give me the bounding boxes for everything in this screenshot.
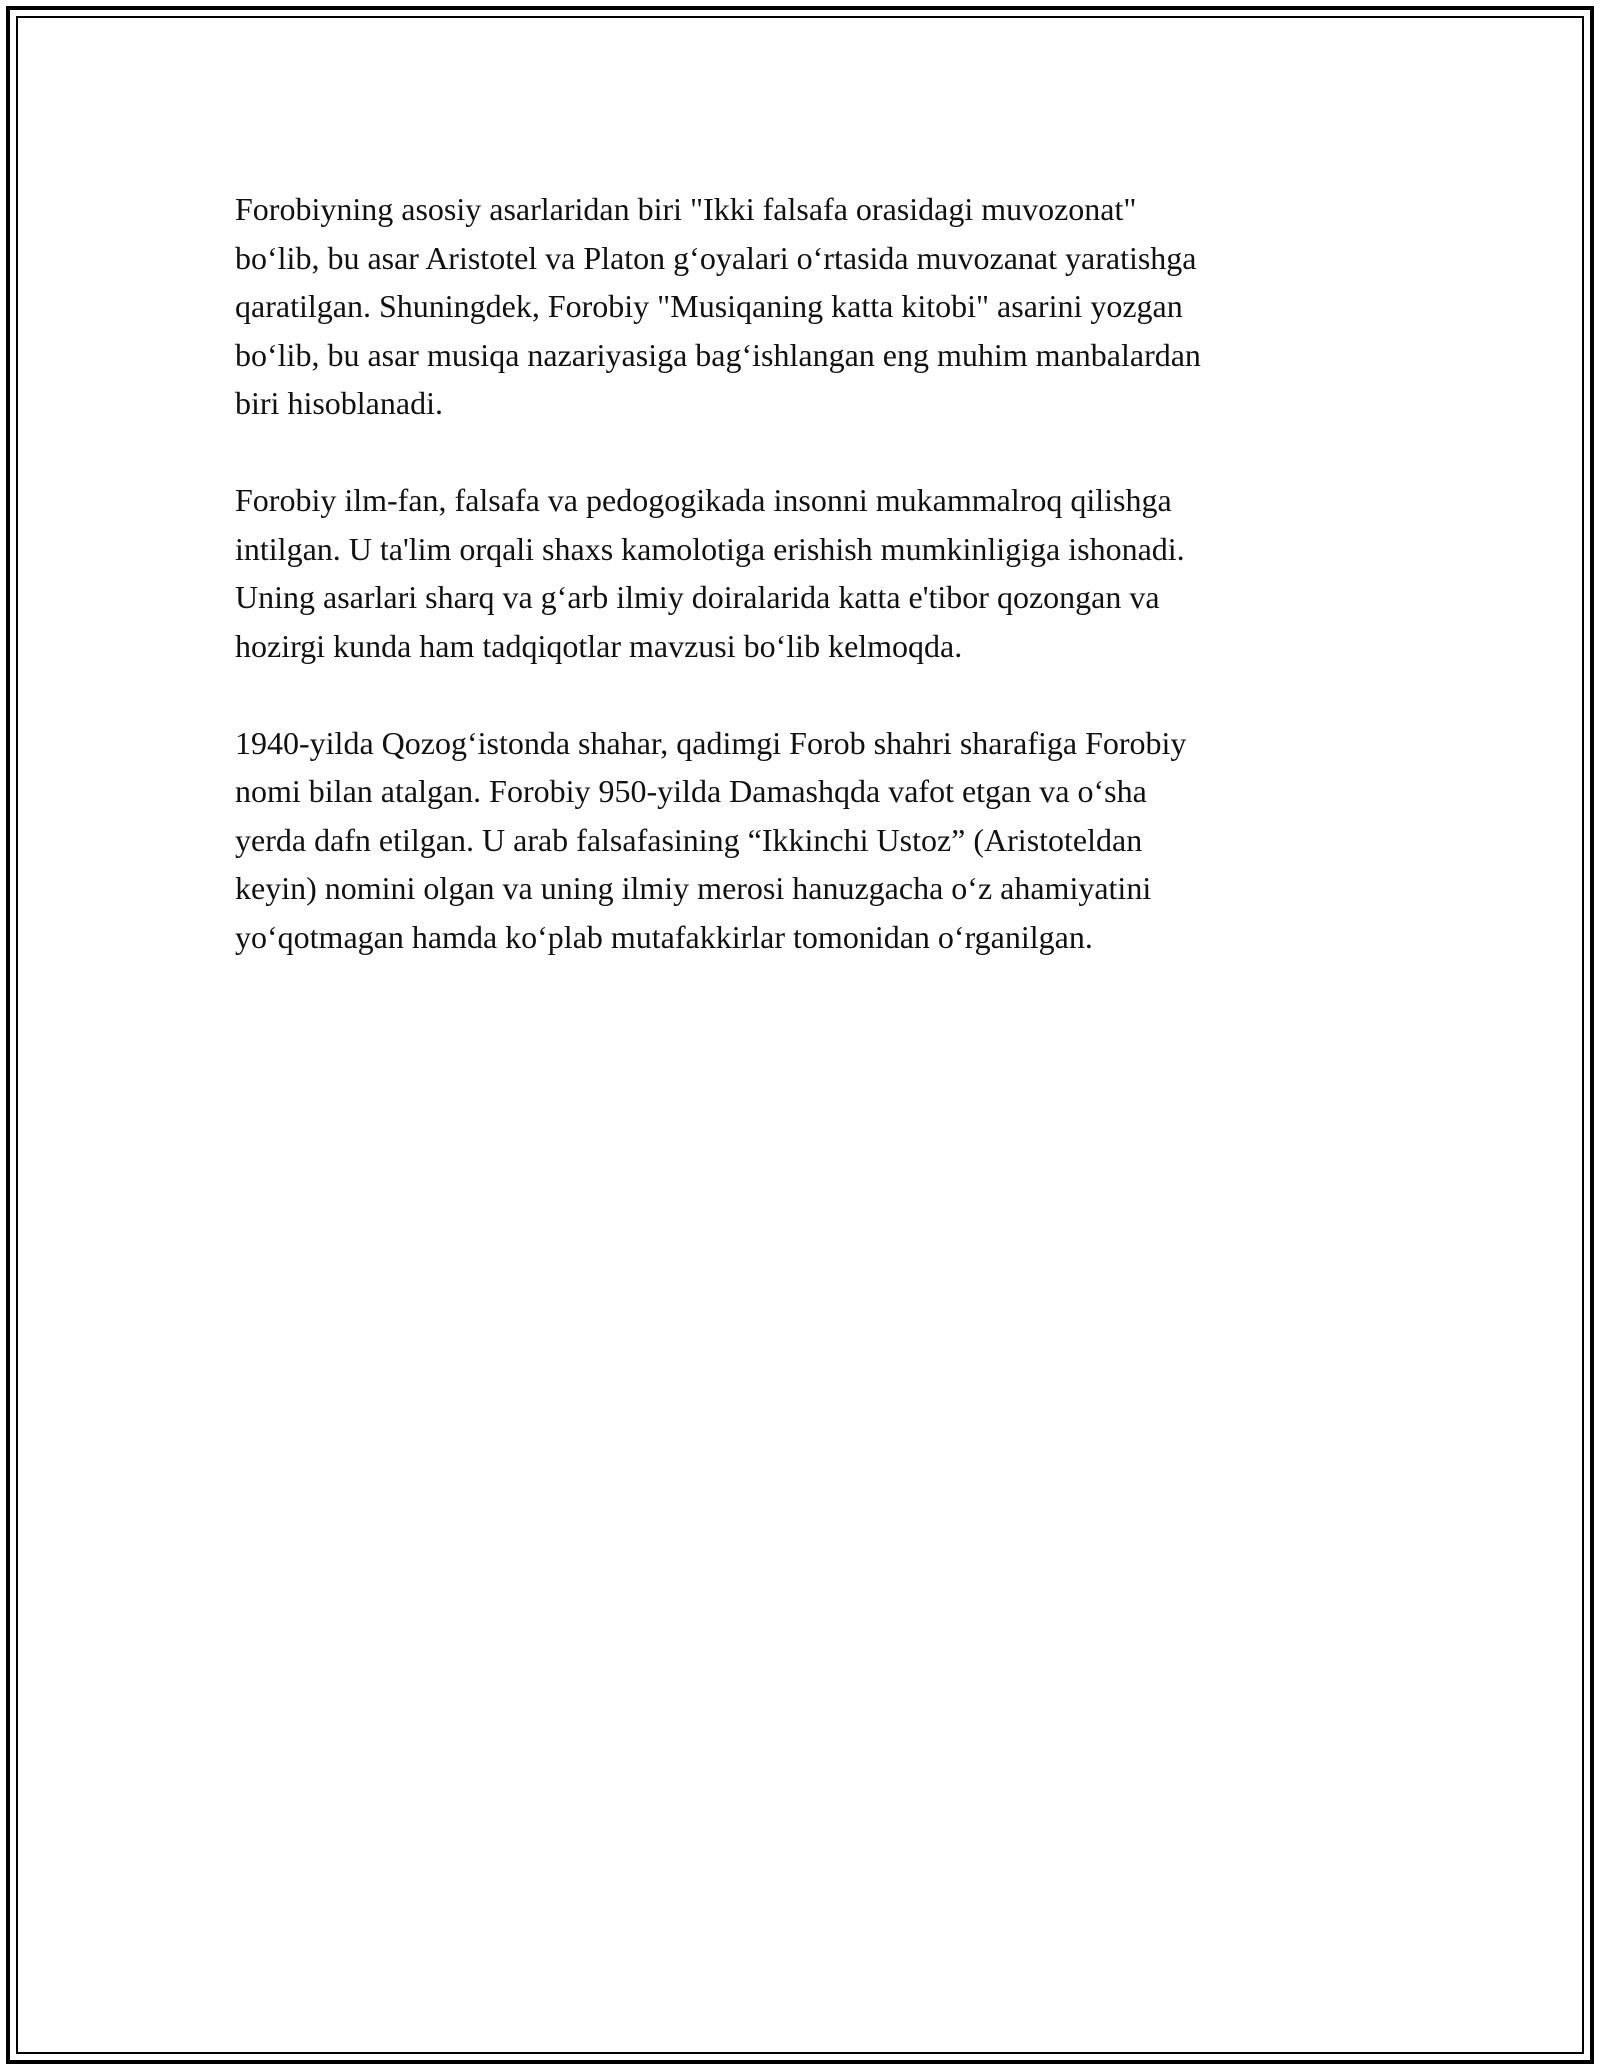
- paragraph-3: 1940-yilda Qozog‘istonda shahar, qadimgi Forob shahri sharafiga Forobiy nomi bilan atalgan. Forobiy 950-yilda Damashqda vafot etgan va o‘sha yerda dafn etilgan. U arab falsafasining “Ikkinchi Ustoz” (Aristoteldan keyin) nomini olgan va uning ilmiy merosi hanuzgacha o‘z ahamiyatini yo‘qotmagan hamda ko‘plab mutafakkirlar tomonidan o‘rganilgan.: [235, 724, 1187, 955]
- paragraph-2: Forobiy ilm-fan, falsafa va pedogogikada insonni mukammalroq qilishga intilgan. U ta'lim orqali shaxs kamolotiga erishish mumkinligiga ishonadi. Uning asarlari sharq va g‘arb ilmiy doiralarida katta e'tibor qozongan va hozirgi kunda ham tadqiqotlar mavzusi bo‘lib kelmoqda.: [235, 482, 1185, 664]
- paragraph-1: Forobiyning asosiy asarlaridan biri "Ikki falsafa orasidagi muvozonat" bo‘lib, bu asar Aristotel va Platon g‘oyalari o‘rtasida muvozanat yaratishga qaratilgan. Shuningdek, Forobiy "Musiqaning katta kitobi" asarini yozgan bo‘lib, bu asar musiqa nazariyasiga bag‘ishlangan eng muhim manbalardan biri hisoblanadi.: [235, 191, 1201, 421]
- document-body: [235, 185, 1365, 1010]
